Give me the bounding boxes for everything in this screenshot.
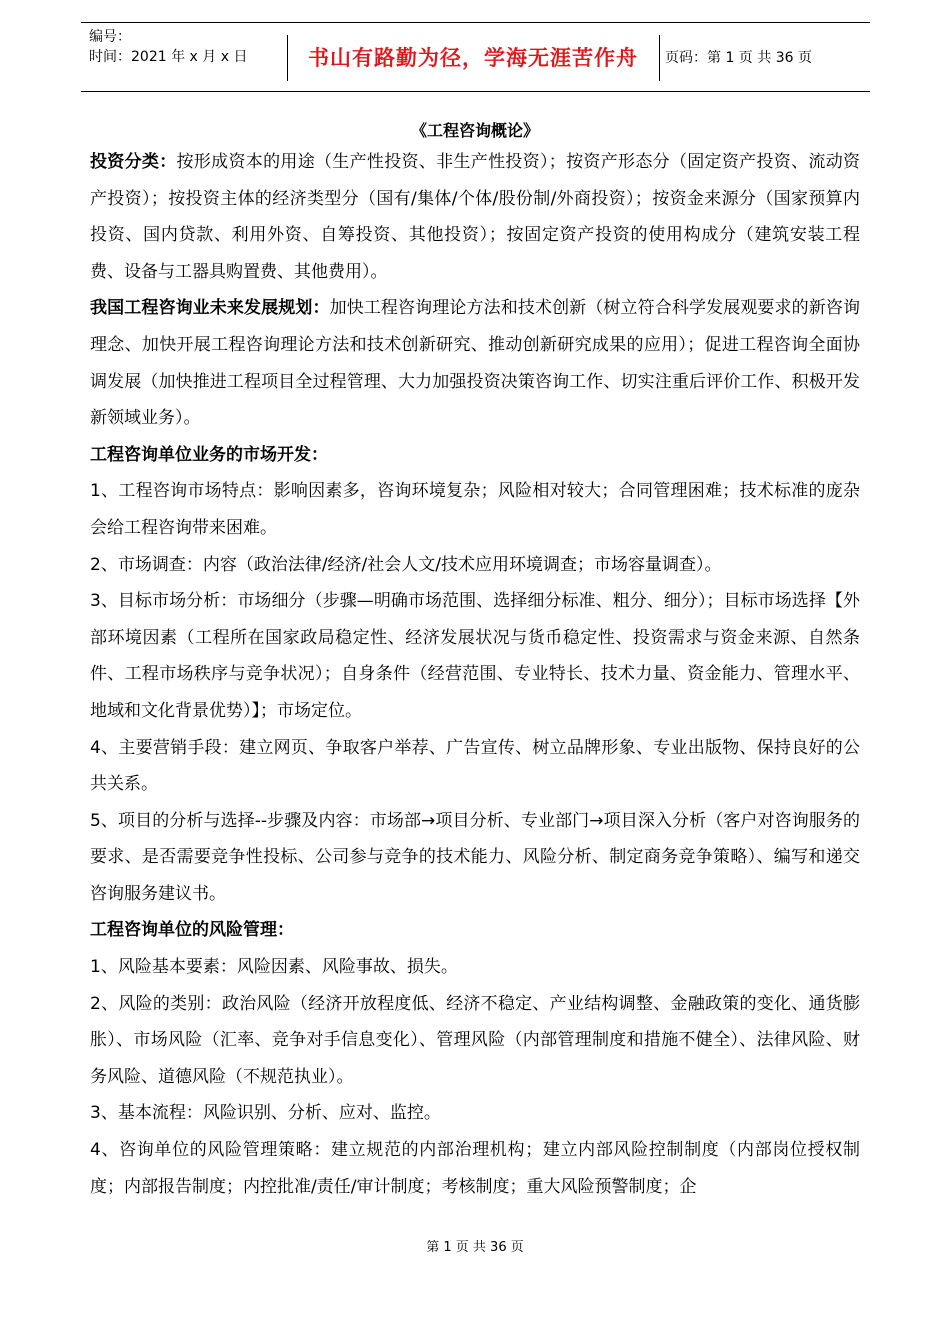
list-item <box>90 949 860 986</box>
paragraph-text: 2、市场调查：内容（政治法律/经济/社会人文/技术应用环境调查；市场容量调查）。 <box>90 554 722 575</box>
paragraph-text: 1、工程咨询市场特点：影响因素多，咨询环境复杂；风险相对较大；合同管理困难；技术标准的庞杂会给工程咨询带来困难。 <box>90 481 860 538</box>
header-divider-right <box>659 35 660 81</box>
page-header <box>81 22 870 92</box>
document-body <box>90 144 860 1205</box>
header-page-indicator: 页码：第 1 页 共 36 页 <box>665 50 812 66</box>
page-footer: 第 1 页 共 36 页 <box>426 1240 524 1255</box>
paragraph <box>90 144 860 290</box>
paragraph <box>90 290 860 436</box>
paragraph-text: 加快工程咨询理论方法和技术创新（树立符合科学发展观要求的新咨询理念、加快开展工程咨询理论方法和技术创新研究、推动创新研究成果的应用）；促进工程咨询全面协调发展（加快推进工程项目全过程管理、大力加强投资决策咨询工作、切实注重后评价工作、积极开发新领域业务）。 <box>90 298 861 429</box>
paragraph-heading: 工程咨询单位业务的市场开发： <box>90 444 328 465</box>
list-item <box>90 583 860 729</box>
paragraph-heading: 工程咨询单位的风险管理： <box>90 920 294 941</box>
paragraph-text: 2、风险的类别：政治风险（经济开放程度低、经济不稳定、产业结构调整、金融政策的变化、通货膨胀）、市场风险（汇率、竞争对手信息变化）、管理风险（内部管理制度和措施不健全）、法律风险、财务风险、道德风险（不规范执业）。 <box>90 993 860 1087</box>
paragraph-text: 按形成资本的用途（生产性投资、非生产性投资）；按资产形态分（固定资产投资、流动资产投资）；按投资主体的经济类型分（国有/集体/个体/股份制/外商投资）；按资金来源分（国家预算内投资、国内贷款、利用外资、自筹投资、其他投资）；按固定资产投资的使用构成分（建筑安装工程费、设备与工器具购置费、其他费用）。 <box>90 152 861 282</box>
list-item <box>90 803 860 913</box>
paragraph-text: 4、主要营销手段：建立网页、争取客户举荐、广告宣传、树立品牌形象、专业出版物、保持良好的公共关系。 <box>90 737 860 795</box>
paragraph-text: 4、咨询单位的风险管理策略：建立规范的内部治理机构；建立内部风险控制制度（内部岗位授权制度；内部报告制度；内控批准/责任/审计制度；考核制度；重大风险预警制度；企 <box>90 1140 860 1197</box>
section-heading <box>90 437 860 474</box>
paragraph-text: 1、风险基本要素：风险因素、风险事故、损失。 <box>90 957 458 978</box>
paragraph-text: 3、目标市场分析：市场细分（步骤—明确市场范围、选择细分标准、粗分、细分）；目标市场选择【外部环境因素（工程所在国家政局稳定性、经济发展状况与货币稳定性、投资需求与资金来源、自然条件、工程市场秩序与竞争状况）；自身条件（经营范围、专业特长、技术力量、资金能力、管理水平、地域和文化背景优势）】；市场定位。 <box>90 591 860 721</box>
paragraph-heading: 投资分类： <box>90 152 177 172</box>
list-item <box>90 986 860 1096</box>
document-number-label: 编号： <box>89 29 131 45</box>
list-item <box>90 473 860 546</box>
paragraph-heading: 我国工程咨询业未来发展规划： <box>90 298 330 319</box>
header-motto: 书山有路勤为径，学海无涯苦作舟 <box>308 46 638 70</box>
list-item <box>90 1132 860 1205</box>
document-title: 《工程咨询概论》 <box>410 121 539 140</box>
list-item <box>90 547 860 584</box>
list-item <box>90 730 860 803</box>
section-heading <box>90 912 860 949</box>
document-time-label: 时间：2021 年 x 月 x 日 <box>89 49 248 65</box>
paragraph-text: 3、基本流程：风险识别、分析、应对、监控。 <box>90 1103 441 1124</box>
header-meta <box>89 27 247 67</box>
list-item <box>90 1095 860 1132</box>
paragraph-text: 5、项目的分析与选择--步骤及内容：市场部→项目分析、专业部门→项目深入分析（客户对咨询服务的要求、是否需要竞争性投标、公司参与竞争的技术能力、风险分析、制定商务竞争策略）、编写和递交咨询服务建议书。 <box>90 810 860 904</box>
